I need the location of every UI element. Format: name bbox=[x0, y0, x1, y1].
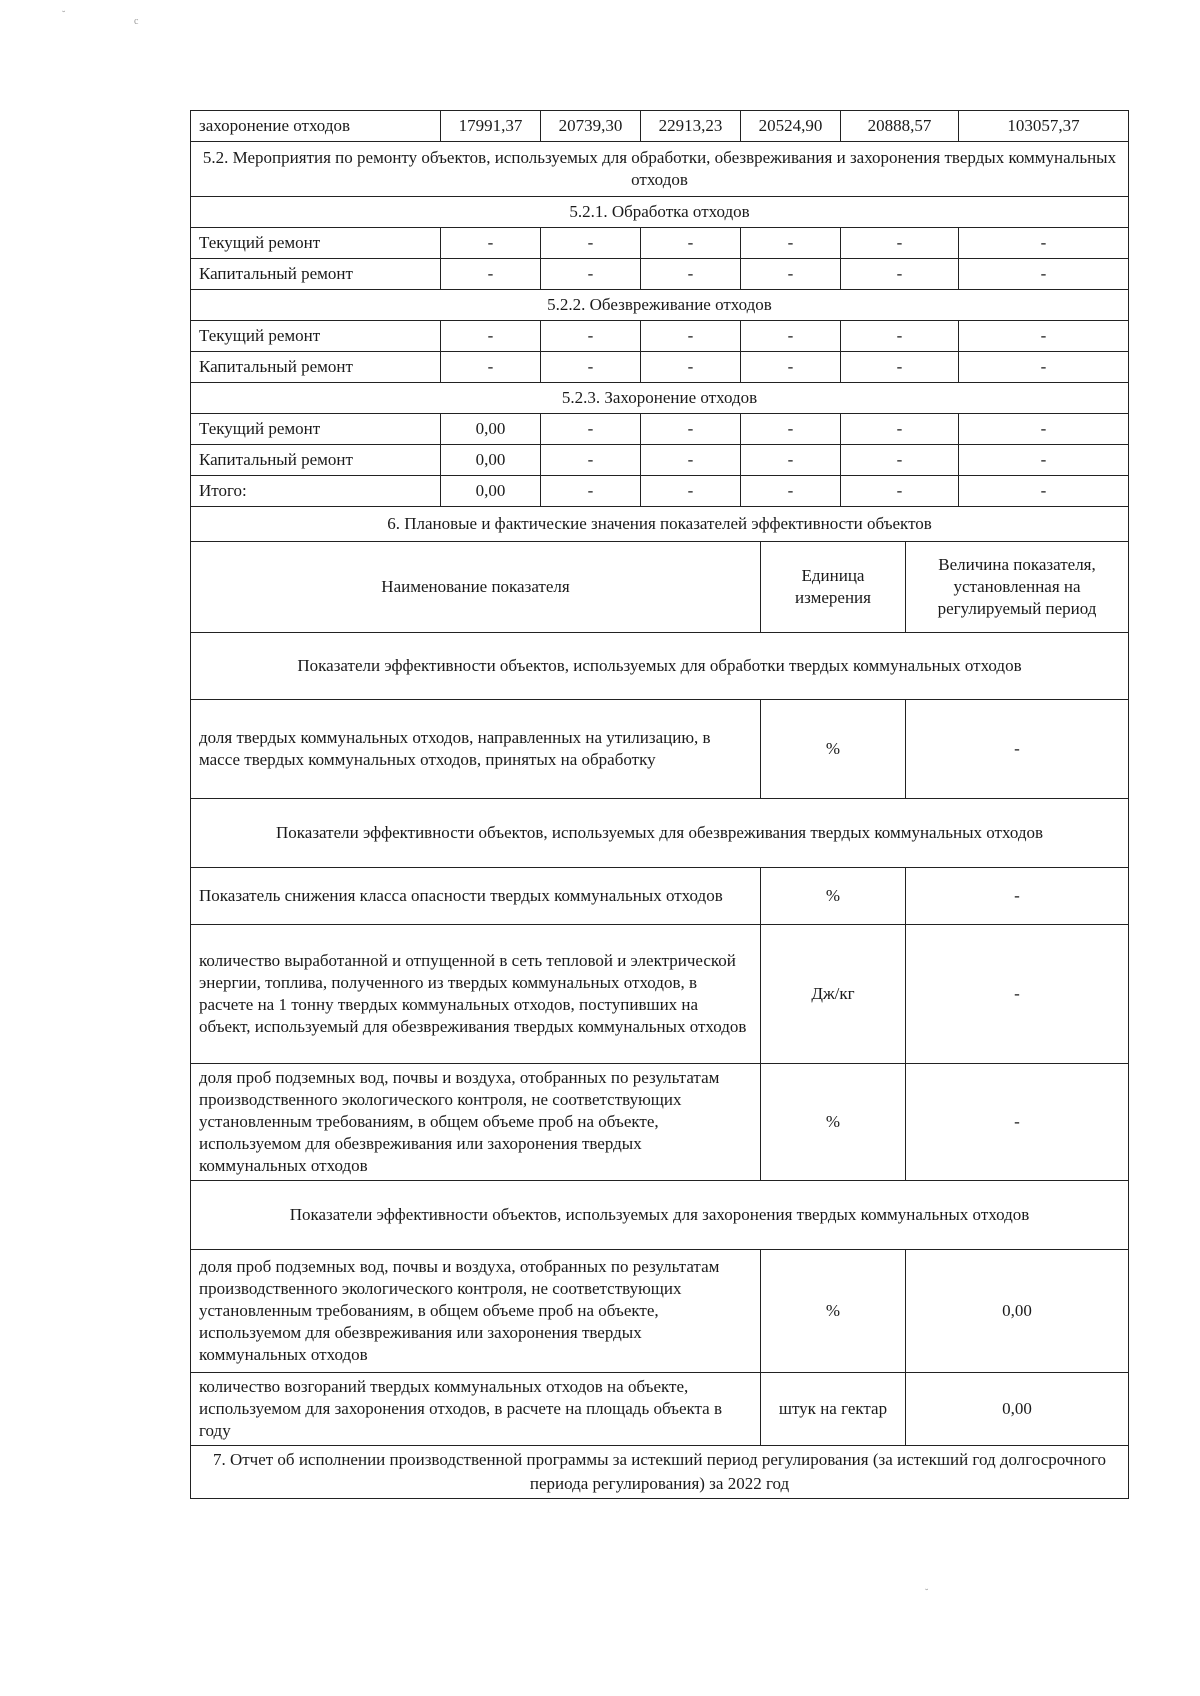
group-heading-row bbox=[191, 798, 1129, 867]
indicator-value: - bbox=[906, 924, 1129, 1063]
group-heading-row bbox=[191, 632, 1129, 699]
value-cell: - bbox=[541, 414, 641, 445]
indicator-unit: штук на гектар bbox=[761, 1372, 906, 1445]
indicator-value: - bbox=[906, 1063, 1129, 1180]
row-label: Текущий ремонт bbox=[191, 414, 441, 445]
table-row bbox=[191, 321, 1129, 352]
document-page bbox=[190, 110, 1128, 1499]
column-header-value: Величина показателя, установленная на регулируемый период bbox=[906, 541, 1129, 632]
value-cell: - bbox=[841, 259, 959, 290]
value-cell: 0,00 bbox=[441, 445, 541, 476]
value-cell: - bbox=[741, 228, 841, 259]
value-cell: 22913,23 bbox=[641, 111, 741, 142]
value-cell: - bbox=[959, 321, 1129, 352]
indicator-name: доля твердых коммунальных отходов, направленных на утилизацию, в массе твердых коммунальных отходов, принятых на обработку bbox=[191, 699, 761, 798]
value-cell: - bbox=[541, 259, 641, 290]
section-heading-row bbox=[191, 1445, 1129, 1498]
table-row bbox=[191, 228, 1129, 259]
header-row bbox=[191, 541, 1129, 632]
section-heading-row bbox=[191, 506, 1129, 541]
value-cell: - bbox=[641, 321, 741, 352]
indicator-value: 0,00 bbox=[906, 1249, 1129, 1372]
table-row bbox=[191, 867, 1129, 924]
value-cell: - bbox=[841, 476, 959, 507]
value-cell: - bbox=[959, 352, 1129, 383]
scan-mark: c bbox=[134, 16, 139, 27]
value-cell: - bbox=[741, 414, 841, 445]
row-label: Текущий ремонт bbox=[191, 228, 441, 259]
column-header-unit: Единица измерения bbox=[761, 541, 906, 632]
value-cell: 103057,37 bbox=[959, 111, 1129, 142]
value-cell: - bbox=[741, 321, 841, 352]
value-cell: 17991,37 bbox=[441, 111, 541, 142]
value-cell: - bbox=[641, 259, 741, 290]
value-cell: - bbox=[741, 445, 841, 476]
table-row bbox=[191, 924, 1129, 1063]
value-cell: 20524,90 bbox=[741, 111, 841, 142]
indicator-value: - bbox=[906, 867, 1129, 924]
indicator-unit: Дж/кг bbox=[761, 924, 906, 1063]
indicator-name: доля проб подземных вод, почвы и воздуха, отобранных по результатам производственного экологического контроля, не соответствующих установленным требованиям, в общем объеме проб на объекте, используемом для обезвреживания или захоронения твердых коммунальных отходов bbox=[191, 1063, 761, 1180]
value-cell: - bbox=[841, 352, 959, 383]
table-row bbox=[191, 352, 1129, 383]
efficiency-table bbox=[190, 506, 1129, 1499]
subsection-title: 5.2.3. Захоронение отходов bbox=[191, 383, 1129, 414]
value-cell: 20739,30 bbox=[541, 111, 641, 142]
indicator-name: доля проб подземных вод, почвы и воздуха, отобранных по результатам производственного экологического контроля, не соответствующих установленным требованиям, в общем объеме проб на объекте, используемом для обезвреживания или захоронения твердых коммунальных отходов bbox=[191, 1249, 761, 1372]
value-cell: - bbox=[441, 228, 541, 259]
table-row bbox=[191, 259, 1129, 290]
value-cell: 0,00 bbox=[441, 476, 541, 507]
repair-table bbox=[190, 110, 1129, 507]
value-cell: - bbox=[541, 228, 641, 259]
row-label: Итого: bbox=[191, 476, 441, 507]
value-cell: - bbox=[441, 352, 541, 383]
subsection-title: 5.2.2. Обезвреживание отходов bbox=[191, 290, 1129, 321]
value-cell: - bbox=[841, 414, 959, 445]
indicator-unit: % bbox=[761, 1063, 906, 1180]
value-cell: - bbox=[959, 259, 1129, 290]
value-cell: - bbox=[841, 321, 959, 352]
value-cell: - bbox=[959, 414, 1129, 445]
value-cell: - bbox=[441, 321, 541, 352]
row-label: Капитальный ремонт bbox=[191, 352, 441, 383]
value-cell: - bbox=[441, 259, 541, 290]
value-cell: 0,00 bbox=[441, 414, 541, 445]
table-row bbox=[191, 414, 1129, 445]
indicator-value: 0,00 bbox=[906, 1372, 1129, 1445]
section-heading-row bbox=[191, 142, 1129, 197]
scan-mark: ˘ bbox=[62, 10, 66, 21]
table-row bbox=[191, 1372, 1129, 1445]
column-header-name: Наименование показателя bbox=[191, 541, 761, 632]
indicator-name: количество возгораний твердых коммунальных отходов на объекте, используемом для захоронения отходов, в расчете на площадь объекта в году bbox=[191, 1372, 761, 1445]
subsection-row bbox=[191, 290, 1129, 321]
value-cell: - bbox=[641, 414, 741, 445]
value-cell: - bbox=[641, 352, 741, 383]
subsection-title: 5.2.1. Обработка отходов bbox=[191, 197, 1129, 228]
table-row bbox=[191, 445, 1129, 476]
value-cell: - bbox=[959, 228, 1129, 259]
indicator-unit: % bbox=[761, 699, 906, 798]
scan-mark: ˘ bbox=[925, 1588, 929, 1599]
subsection-row bbox=[191, 197, 1129, 228]
table-row bbox=[191, 699, 1129, 798]
row-label: Капитальный ремонт bbox=[191, 445, 441, 476]
value-cell: - bbox=[641, 445, 741, 476]
section-heading: 5.2. Мероприятия по ремонту объектов, используемых для обработки, обезвреживания и захоронения твердых коммунальных отходов bbox=[191, 142, 1129, 197]
value-cell: 20888,57 bbox=[841, 111, 959, 142]
indicator-unit: % bbox=[761, 867, 906, 924]
value-cell: - bbox=[841, 445, 959, 476]
value-cell: - bbox=[541, 352, 641, 383]
subsection-row bbox=[191, 383, 1129, 414]
indicator-name: количество выработанной и отпущенной в сеть тепловой и электрической энергии, топлива, полученного из твердых коммунальных отходов, в расчете на 1 тонну твердых коммунальных отходов, поступивших на объект, используемый для обезвреживания твердых коммунальных отходов bbox=[191, 924, 761, 1063]
section-heading: 7. Отчет об исполнении производственной программы за истекший период регулирования (за истекший год долгосрочного периода регулирования) за 2022 год bbox=[191, 1445, 1129, 1498]
value-cell: - bbox=[741, 352, 841, 383]
table-row bbox=[191, 111, 1129, 142]
value-cell: - bbox=[541, 321, 641, 352]
indicator-value: - bbox=[906, 699, 1129, 798]
group-title: Показатели эффективности объектов, используемых для обезвреживания твердых коммунальных отходов bbox=[191, 798, 1129, 867]
table-row bbox=[191, 1063, 1129, 1180]
value-cell: - bbox=[641, 228, 741, 259]
table-row bbox=[191, 1249, 1129, 1372]
row-label: захоронение отходов bbox=[191, 111, 441, 142]
value-cell: - bbox=[841, 228, 959, 259]
value-cell: - bbox=[541, 476, 641, 507]
value-cell: - bbox=[741, 476, 841, 507]
total-row bbox=[191, 476, 1129, 507]
value-cell: - bbox=[959, 476, 1129, 507]
indicator-name: Показатель снижения класса опасности твердых коммунальных отходов bbox=[191, 867, 761, 924]
value-cell: - bbox=[641, 476, 741, 507]
row-label: Капитальный ремонт bbox=[191, 259, 441, 290]
value-cell: - bbox=[959, 445, 1129, 476]
group-title: Показатели эффективности объектов, используемых для обработки твердых коммунальных отходов bbox=[191, 632, 1129, 699]
value-cell: - bbox=[541, 445, 641, 476]
group-title: Показатели эффективности объектов, используемых для захоронения твердых коммунальных отходов bbox=[191, 1180, 1129, 1249]
section-heading: 6. Плановые и фактические значения показателей эффективности объектов bbox=[191, 506, 1129, 541]
row-label: Текущий ремонт bbox=[191, 321, 441, 352]
indicator-unit: % bbox=[761, 1249, 906, 1372]
value-cell: - bbox=[741, 259, 841, 290]
group-heading-row bbox=[191, 1180, 1129, 1249]
